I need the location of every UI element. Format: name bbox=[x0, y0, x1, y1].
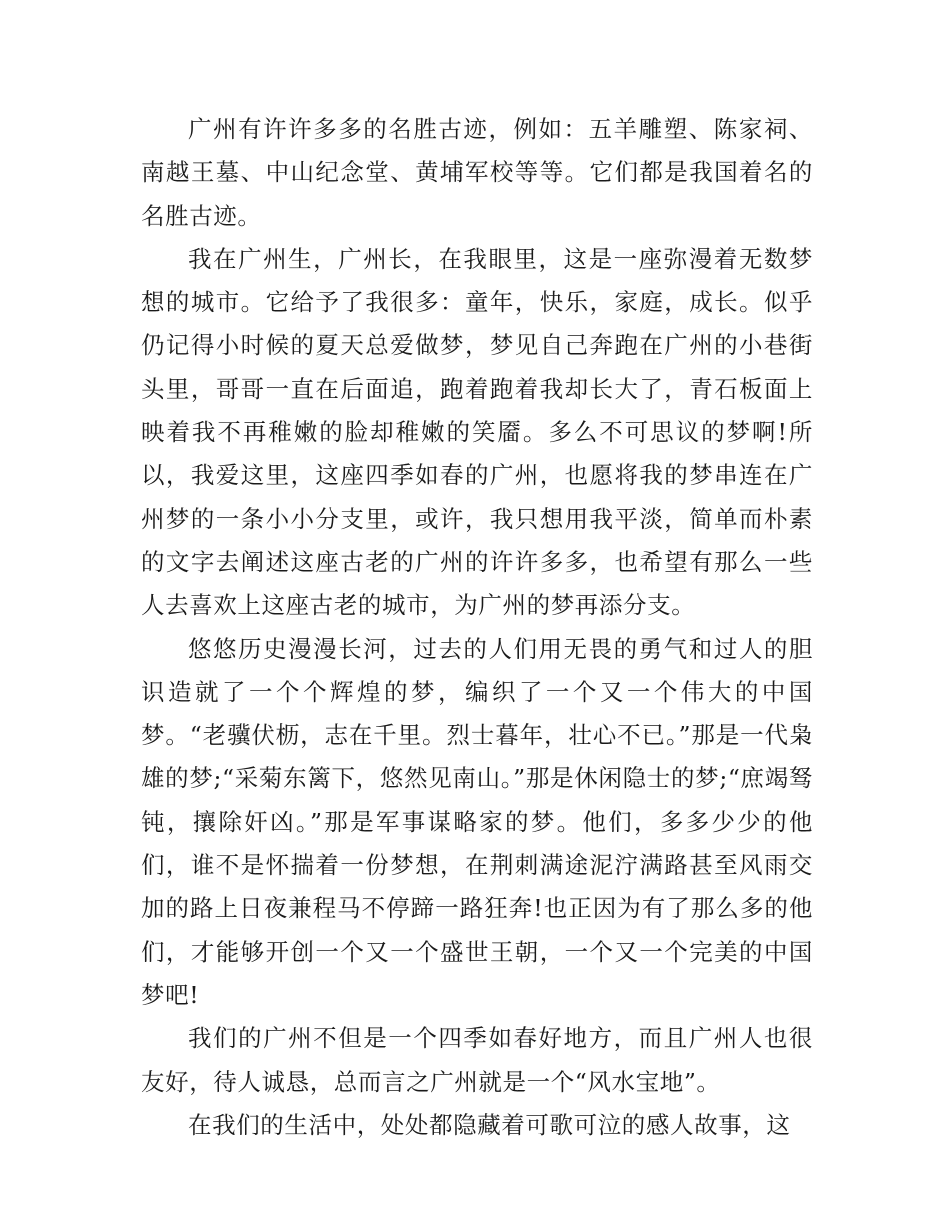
paragraph-4: 我们的广州不但是一个四季如春好地方，而且广州人也很友好，待人诚恳，总而言之广州就是一个“风水宝地”。 bbox=[141, 1024, 813, 1096]
document-body bbox=[141, 108, 813, 1147]
paragraph-3: 悠悠历史漫漫长河，过去的人们用无畏的勇气和过人的胆识造就了一个个辉煌的梦，编织了一个又一个伟大的中国梦。“老骥伏枥，志在千里。烈士暮年，壮心不已。”那是一代枭雄的梦;“采菊东篱下，悠然见南山。”那是休闲隐士的梦;“庶竭驽钝，攘除奸凶。”那是军事谋略家的梦。他们，多多少少的他们，谁不是怀揣着一份梦想，在荆刺满途泥泞满路甚至风雨交加的路上日夜兼程马不停蹄一路狂奔!也正因为有了那么多的他们，才能够开创一个又一个盛世王朝，一个又一个完美的中国梦吧! bbox=[141, 634, 813, 1009]
paragraph-1: 广州有许许多多的名胜古迹，例如：五羊雕塑、陈家祠、南越王墓、中山纪念堂、黄埔军校等等。它们都是我国着名的名胜古迹。 bbox=[141, 115, 813, 230]
paragraph-5: 在我们的生活中，处处都隐藏着可歌可泣的感人故事，这 bbox=[188, 1110, 791, 1139]
paragraph-2: 我在广州生，广州长，在我眼里，这是一座弥漫着无数梦想的城市。它给予了我很多：童年，快乐，家庭，成长。似乎仍记得小时候的夏天总爱做梦，梦见自己奔跑在广州的小巷街头里，哥哥一直在后面追，跑着跑着我却长大了，青石板面上映着我不再稚嫩的脸却稚嫩的笑靥。多么不可思议的梦啊!所以，我爱这里，这座四季如春的广州，也愿将我的梦串连在广州梦的一条小小分支里，或许，我只想用我平淡，简单而朴素的文字去阐述这座古老的广州的许许多多，也希望有那么一些人去喜欢上这座古老的城市，为广州的梦再添分支。 bbox=[141, 244, 813, 620]
